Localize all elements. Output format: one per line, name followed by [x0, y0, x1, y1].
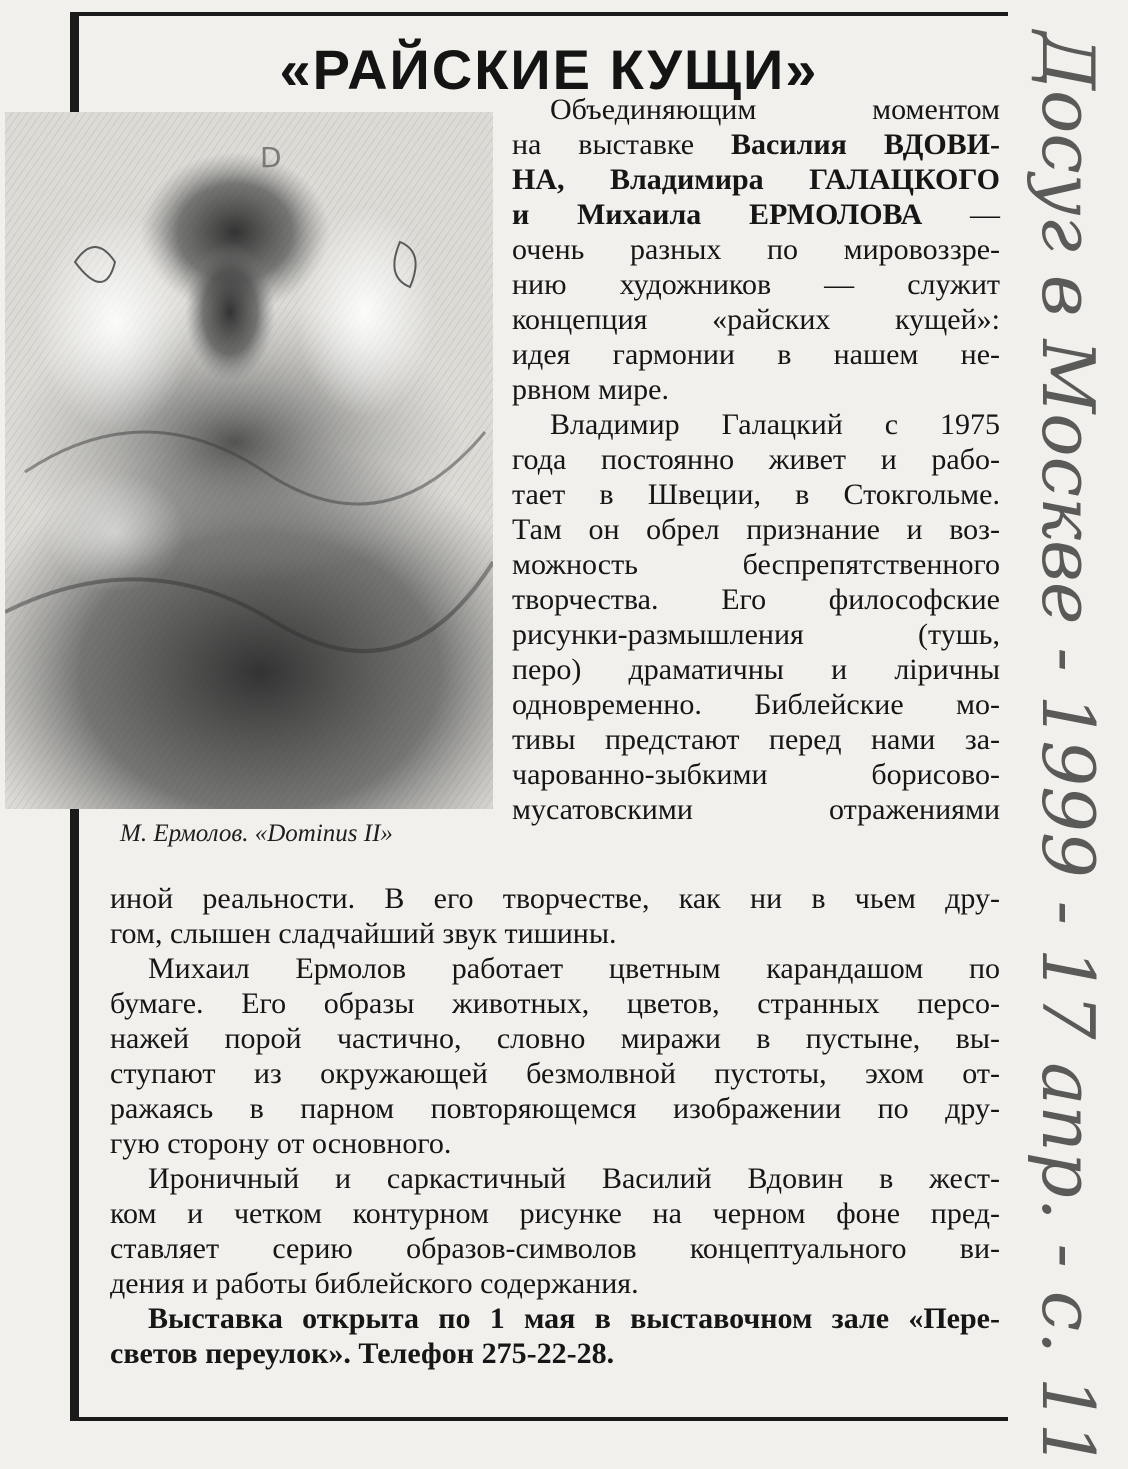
text-line: чарованно-зыбкими борисово-: [512, 758, 1000, 791]
text-line: дения и работы библейского содержания.: [110, 1267, 639, 1300]
text-line: одновременно. Библейские мо-: [512, 688, 1000, 721]
sketch-mark: D: [260, 141, 282, 174]
text-line: концепция «райских кущей»:: [512, 303, 1000, 336]
text-line: нажей порой частично, словно миражи в пустыне, вы-: [110, 1022, 1000, 1055]
text-line: гую сторону от основного.: [110, 1127, 452, 1160]
text-line: Объединяющим моментом: [550, 93, 1000, 126]
illustration-caption: М. Ермолов. «Dominus II»: [120, 820, 393, 847]
text-line: бумаге. Его образы животных, цветов, странных персо-: [110, 987, 1000, 1020]
top-rule: [70, 12, 1008, 16]
illustration-drawing: [5, 112, 493, 809]
bottom-rule: [70, 1417, 1008, 1421]
text-line: мусатовскими отражениями: [512, 793, 1000, 826]
article-text-full-width: [110, 881, 1000, 1371]
text-line: года постоянно живет и рабо-: [512, 443, 1000, 476]
text-line: Ироничный и саркастичный Василий Вдовин в жест-: [148, 1162, 1000, 1195]
text-line: тивы предстают перед нами за-: [512, 723, 1000, 756]
text-line: ступают из окружающей безмолвной пустоты, эхом от-: [110, 1057, 1000, 1090]
text-line: Михаил Ермолов работает цветным карандашом по: [148, 952, 1000, 985]
text-line: гом, слышен сладчайший звук тишины.: [110, 917, 617, 950]
text-line: светов переулок». Телефон 275-22-28.: [110, 1337, 615, 1370]
text-line: можность беспрепятственного: [512, 548, 1000, 581]
text-line: нию художников — служит: [512, 268, 1000, 301]
article-title: «РАЙСКИЕ КУЩИ»: [279, 38, 819, 101]
text-line: иной реальности. В его творчестве, как ни в чьем дру-: [110, 882, 1000, 915]
text-line: творчества. Его философские: [512, 583, 1000, 616]
illustration-dominus-ii: [5, 112, 493, 809]
text-line: ражаясь в парном повторяющемся изображении по дру-: [110, 1092, 1000, 1125]
text-line: рисунки-размышления (тушь,: [512, 618, 1000, 651]
text-line: Владимир Галацкий с 1975: [550, 408, 1000, 441]
handwritten-source-note: Досуг в Москве - 1999 - 17 апр. - с. 11: [1025, 31, 1110, 1469]
text-line: НА, Владимира ГАЛАЦКОГО: [512, 163, 1000, 196]
text-line: очень разных по мировоззре-: [512, 233, 1000, 266]
text-line: ставляет серию образов-символов концептуального ви-: [110, 1232, 1000, 1265]
text-line: Там он обрел признание и воз-: [512, 513, 1000, 546]
text-line: рвном мире.: [512, 373, 669, 406]
text-line: на выставке Василия ВДОВИ-: [512, 128, 1001, 161]
text-line: идея гармонии в нашем не-: [512, 338, 1000, 371]
text-line: и Михаила ЕРМОЛОВА —: [512, 198, 1001, 231]
text-line: ком и четком контурном рисунке на черном фоне пред-: [110, 1197, 1000, 1230]
text-line: перо) драматичны и ліричны: [512, 653, 1000, 686]
article-text-column: [512, 92, 1000, 827]
text-line: тает в Швеции, в Стокгольме.: [512, 478, 1000, 511]
text-line: Выставка открыта по 1 мая в выставочном зале «Пере-: [148, 1302, 1000, 1335]
